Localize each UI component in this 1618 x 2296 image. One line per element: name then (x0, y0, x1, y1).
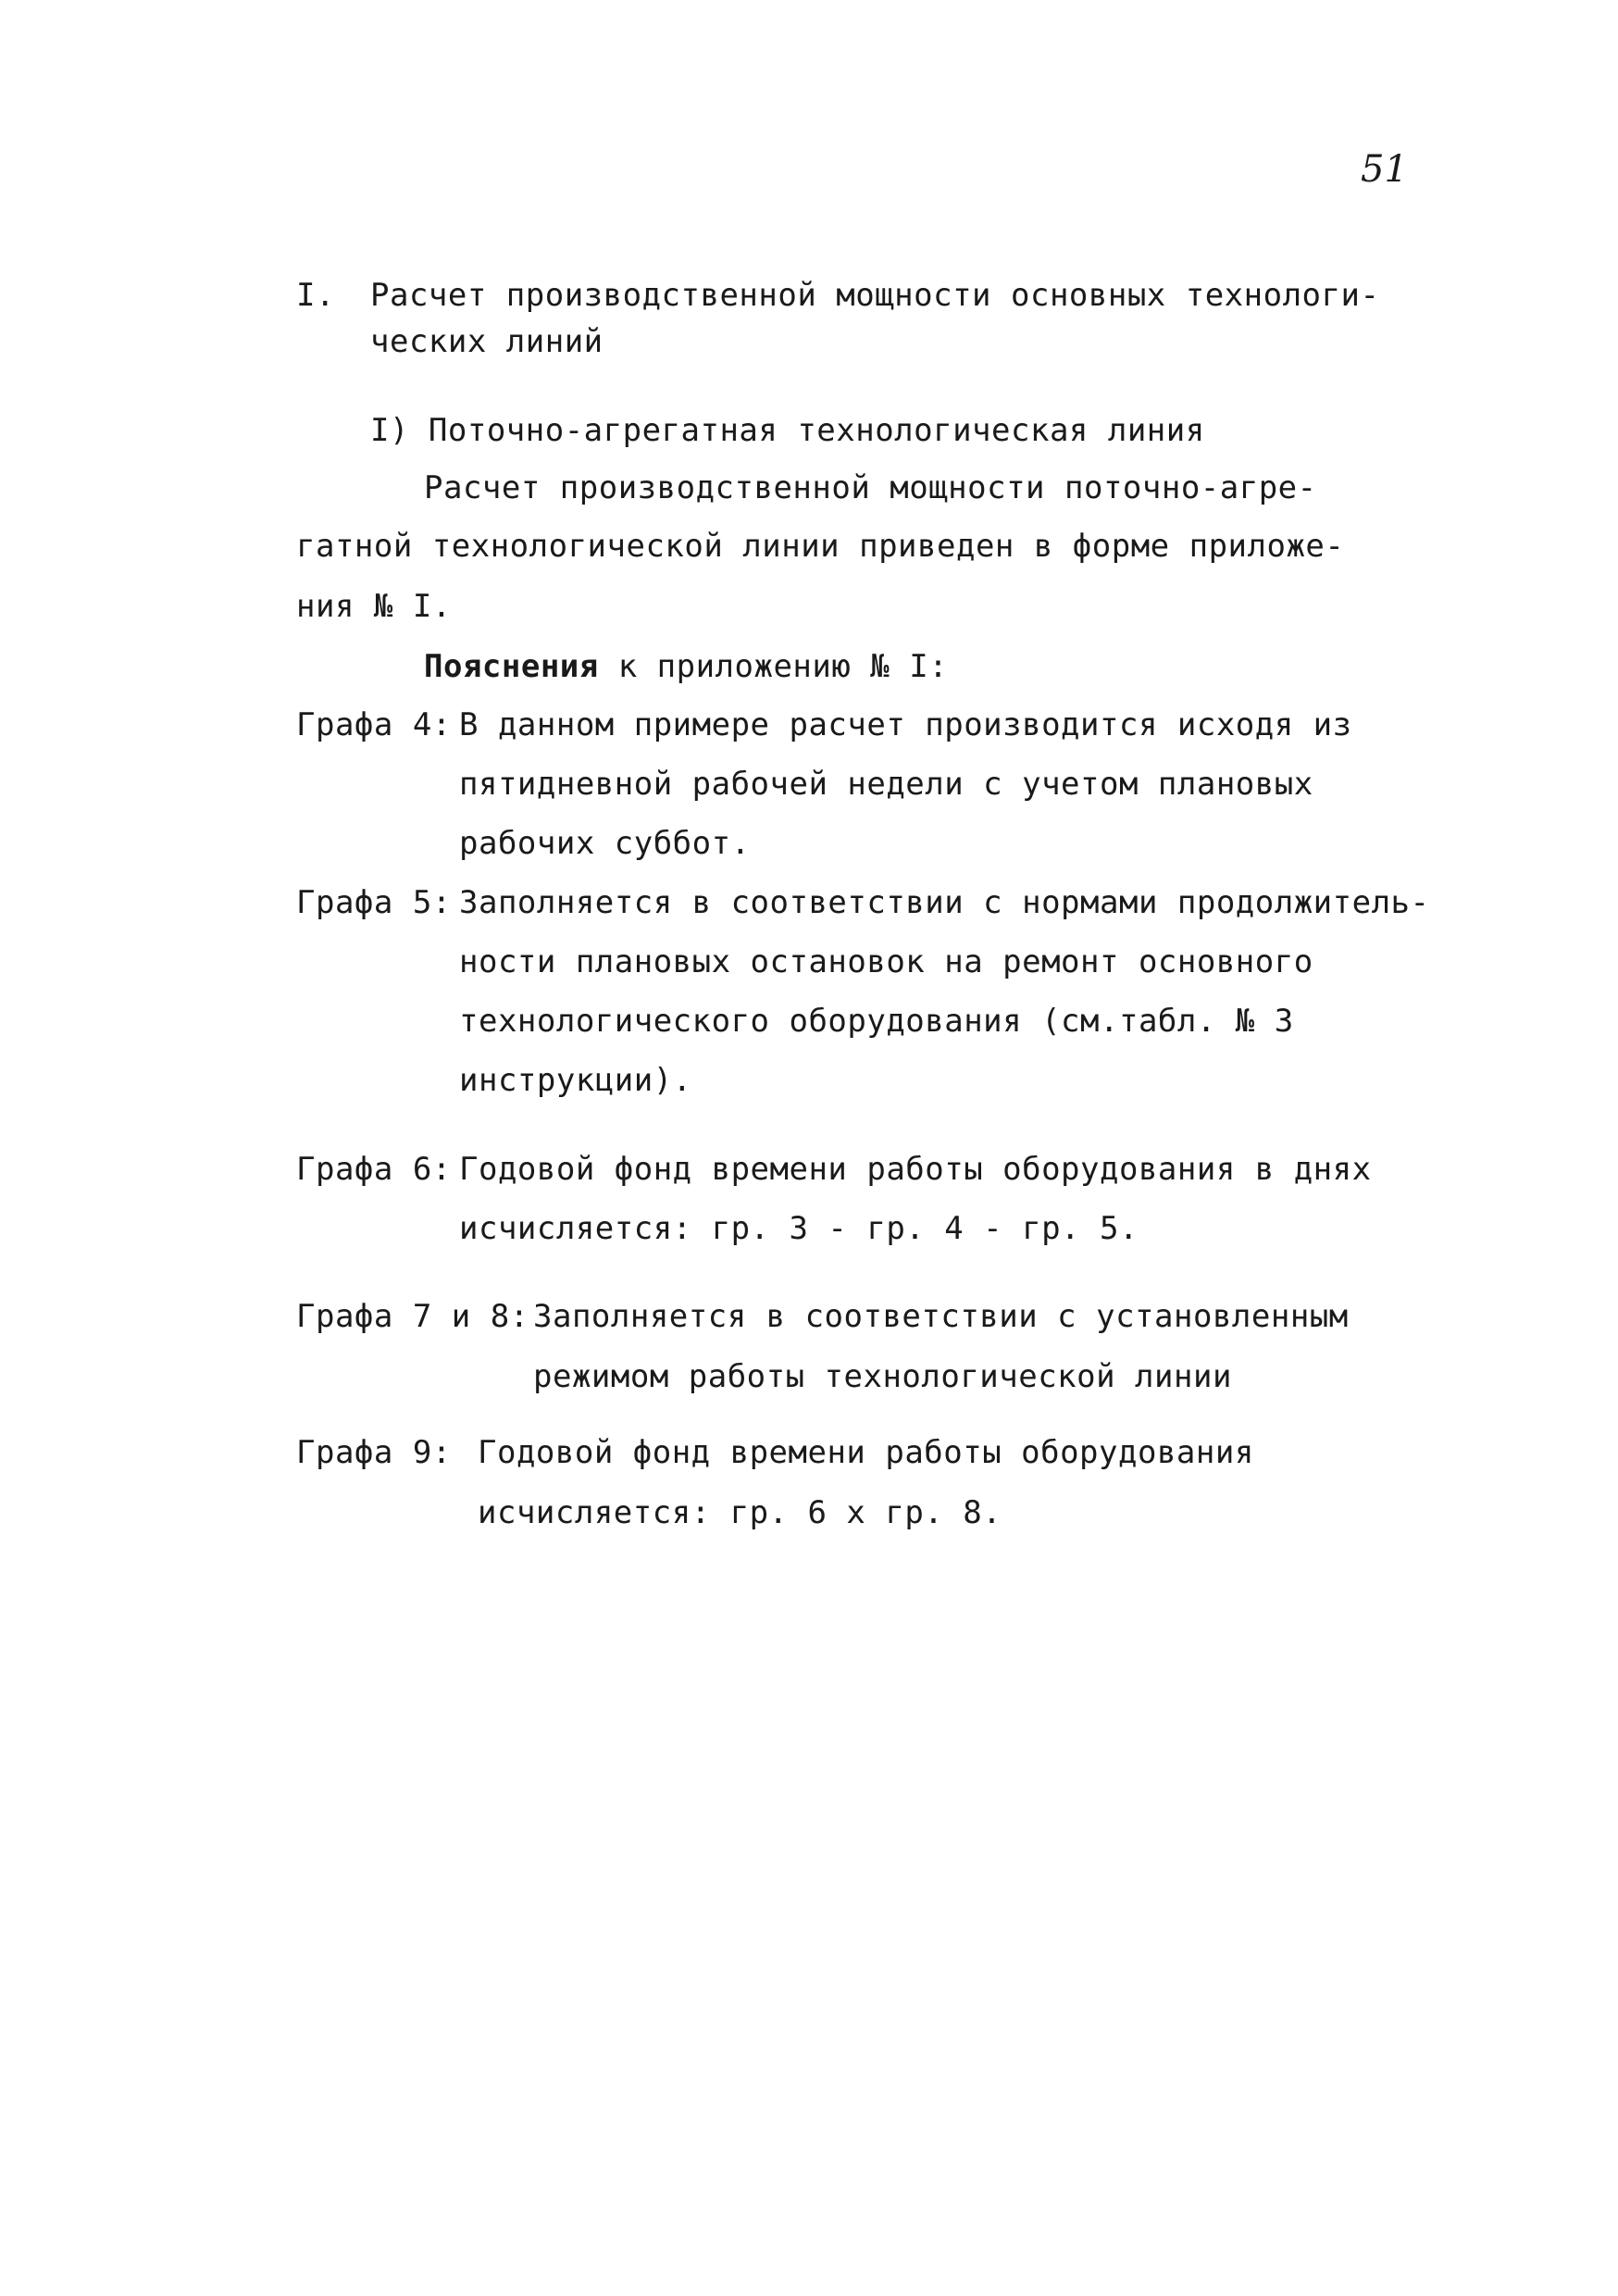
entry-grafa-5-line-1: Заполняется в соответствии с нормами продолжитель- (459, 884, 1430, 921)
entry-grafa-7-8-line-1: Заполняется в соответствии с установленным (533, 1298, 1349, 1335)
section-title-line-1: Расчет производственной мощности основных технологи- (370, 277, 1380, 314)
entry-grafa-6-line-1: Годовой фонд времени работы оборудования в днях (459, 1151, 1372, 1188)
entry-grafa-9-line-2: исчисляется: гр. 6 х гр. 8. (478, 1494, 1002, 1531)
explanations-heading-bold: Пояснения (424, 648, 599, 685)
entry-grafa-5-line-2: ности плановых остановок на ремонт основного (459, 943, 1313, 980)
entry-label-grafa-5: Графа 5: (296, 884, 452, 921)
entry-label-grafa-6: Графа 6: (296, 1151, 452, 1188)
entry-grafa-5-line-3: технологического оборудования (см.табл. № 3 (459, 1003, 1294, 1040)
entry-grafa-9-line-1: Годовой фонд времени работы оборудования (478, 1434, 1254, 1471)
subsection-heading: I) Поточно-агрегатная технологическая линия (370, 412, 1205, 449)
intro-line-1: Расчет производственной мощности поточно-агре- (424, 469, 1317, 506)
entry-grafa-5-line-4: инструкции). (459, 1062, 692, 1099)
entry-label-grafa-4: Графа 4: (296, 706, 452, 743)
entry-grafa-4-line-2: пятидневной рабочей недели с учетом плановых (459, 766, 1313, 803)
entry-grafa-6-line-2: исчисляется: гр. 3 - гр. 4 - гр. 5. (459, 1210, 1139, 1247)
entry-grafa-7-8-line-2: режимом работы технологической линии (533, 1358, 1232, 1395)
explanations-heading (424, 648, 949, 685)
entry-label-grafa-7-8: Графа 7 и 8: (296, 1298, 529, 1335)
explanations-heading-rest: к приложению № I: (598, 648, 949, 685)
section-title-line-2: ческих линий (370, 323, 604, 360)
page-number: 51 (1361, 148, 1408, 191)
intro-line-3: ния № I. (296, 588, 452, 625)
intro-line-2: гатной технологической линии приведен в форме приложе- (296, 528, 1345, 565)
entry-grafa-4-line-1: В данном примере расчет производится исходя из (459, 706, 1352, 743)
entry-grafa-4-line-3: рабочих суббот. (459, 825, 751, 862)
section-number: I. (296, 277, 335, 314)
entry-label-grafa-9: Графа 9: (296, 1434, 452, 1471)
